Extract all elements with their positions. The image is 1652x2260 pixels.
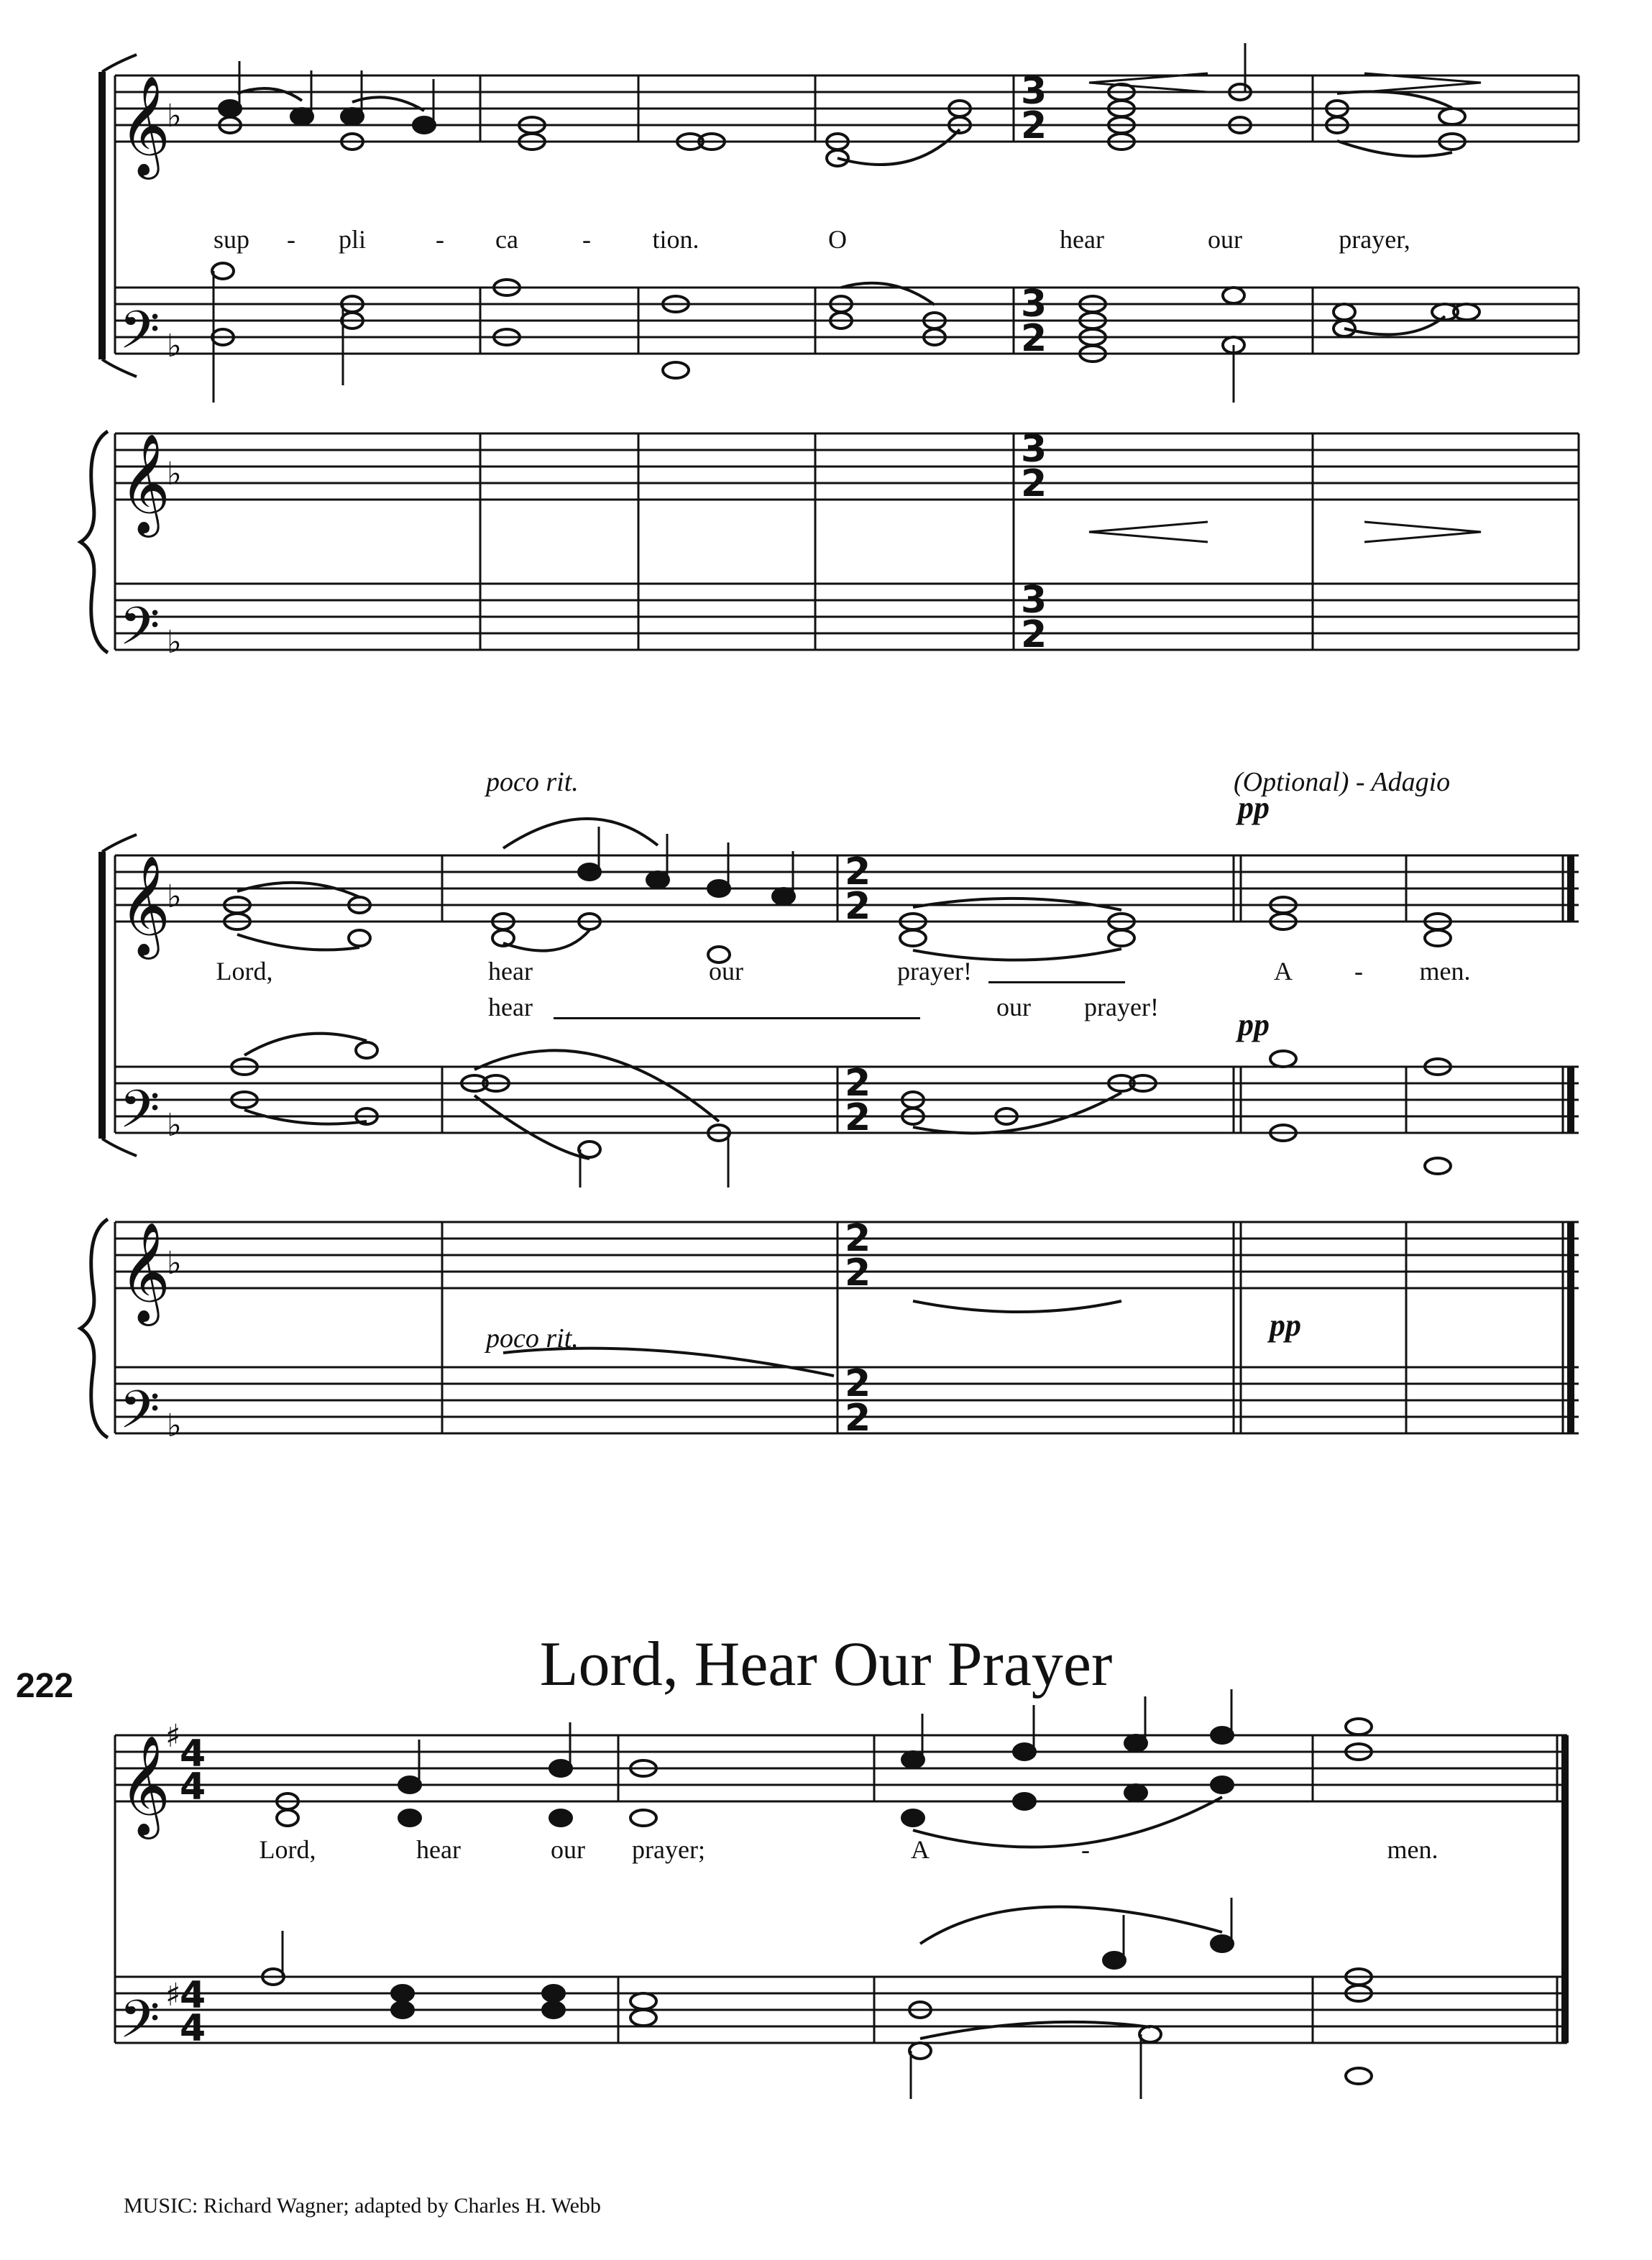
svg-text:2: 2	[1021, 317, 1047, 360]
svg-text:𝄢: 𝄢	[119, 1379, 160, 1453]
tempo-marking: poco rit.	[486, 1323, 579, 1354]
lyric-syllable: tion.	[652, 225, 699, 254]
system1-acc-bass-staff	[115, 584, 1579, 650]
lyric-syllable: men.	[1419, 957, 1471, 986]
lyric-syllable: prayer,	[1339, 225, 1410, 254]
lyric-hyphen: -	[1354, 957, 1363, 986]
svg-text:♭: ♭	[167, 328, 182, 364]
svg-text:2: 2	[845, 850, 871, 894]
svg-text:3: 3	[1021, 428, 1047, 471]
svg-text:2: 2	[845, 1251, 871, 1295]
lyric-syllable: prayer;	[632, 1835, 705, 1864]
lyric-syllable: hear	[488, 957, 533, 986]
svg-text:♯: ♯	[165, 1718, 181, 1755]
lyric-syllable: Lord,	[259, 1835, 316, 1864]
lyric-syllable: our	[709, 957, 743, 986]
final-barlines	[1561, 855, 1574, 2043]
svg-text:𝄞: 𝄞	[119, 1222, 170, 1322]
svg-text:2: 2	[845, 1362, 871, 1405]
lyric-syllable: hear	[416, 1835, 461, 1864]
svg-text:♯: ♯	[165, 1977, 181, 2013]
svg-text:♭: ♭	[167, 1407, 182, 1444]
svg-text:2: 2	[845, 1062, 871, 1105]
svg-text:4: 4	[180, 2007, 206, 2050]
decrescendo-hairpin	[1364, 522, 1481, 542]
lyric-syllable: O	[828, 225, 847, 254]
svg-text:3: 3	[1021, 579, 1047, 622]
svg-text:𝄞: 𝄞	[119, 75, 170, 175]
svg-text:♭: ♭	[167, 1107, 182, 1144]
svg-text:𝄢: 𝄢	[119, 595, 160, 669]
lyric-syllable: our	[996, 993, 1031, 1021]
lyric-extender-line	[554, 1017, 920, 1019]
svg-text:2: 2	[845, 1096, 871, 1139]
svg-text:𝄞: 𝄞	[119, 1735, 170, 1835]
lyric-syllable: hear	[1060, 225, 1104, 254]
dynamic-pianissimo: pp	[1238, 1007, 1270, 1042]
svg-text:♭: ♭	[167, 878, 182, 915]
lyric-syllable: sup	[213, 225, 250, 254]
lyric-hyphen: -	[287, 225, 295, 254]
tempo-marking: poco rit.	[486, 767, 579, 797]
lyric-syllable: pli	[338, 225, 367, 254]
dynamic-pianissimo: pp	[1270, 1308, 1301, 1343]
svg-text:𝄞: 𝄞	[119, 855, 170, 955]
lyric-syllable: Lord,	[216, 957, 273, 986]
svg-text:♭: ♭	[167, 1245, 182, 1282]
system2-barlines	[115, 855, 1563, 1433]
svg-text:♭: ♭	[167, 624, 182, 661]
system1-treble-staff	[115, 75, 1579, 142]
lyric-extender-line	[988, 981, 1125, 983]
system3-barlines	[115, 1735, 1557, 2043]
svg-text:4: 4	[180, 1732, 206, 1776]
lyric-hyphen: -	[1081, 1835, 1090, 1864]
svg-text:4: 4	[180, 1974, 206, 2017]
svg-text:4: 4	[180, 1765, 206, 1809]
lyric-hyphen: -	[436, 225, 444, 254]
dynamic-pianissimo: pp	[1238, 790, 1270, 825]
lyric-syllable: A	[1274, 957, 1293, 986]
music-credit: MUSIC: Richard Wagner; adapted by Charles H. Webb	[124, 2194, 601, 2218]
lyric-hyphen: -	[582, 225, 591, 254]
svg-text:♭: ♭	[167, 98, 182, 134]
lyric-syllable: hear	[488, 993, 533, 1021]
svg-text:𝄞: 𝄞	[119, 433, 170, 533]
lyric-syllable: A	[911, 1835, 930, 1864]
svg-text:3: 3	[1021, 70, 1047, 113]
svg-text:2: 2	[1021, 613, 1047, 656]
optional-adagio-marking: (Optional) - Adagio	[1234, 767, 1451, 797]
note-stems	[214, 43, 1245, 2099]
lyric-syllable: prayer!	[1084, 993, 1159, 1021]
svg-text:♭: ♭	[167, 456, 182, 492]
svg-text:2: 2	[845, 1217, 871, 1260]
system1-acc-treble-staff	[115, 433, 1579, 500]
lyric-syllable: prayer!	[897, 957, 972, 986]
svg-text:2: 2	[845, 1397, 871, 1440]
lyric-syllable: our	[551, 1835, 585, 1864]
svg-text:2: 2	[845, 885, 871, 928]
lyric-syllable: men.	[1387, 1835, 1438, 1864]
hymn-number: 222	[16, 1667, 74, 1705]
svg-text:𝄢: 𝄢	[119, 1988, 160, 2062]
svg-text:𝄢: 𝄢	[119, 1078, 160, 1152]
crescendo-hairpin	[1089, 522, 1208, 542]
lyric-syllable: our	[1208, 225, 1242, 254]
svg-text:2: 2	[1021, 104, 1047, 147]
lyric-syllable: ca	[495, 225, 518, 254]
svg-text:2: 2	[1021, 462, 1047, 505]
svg-text:3: 3	[1021, 282, 1047, 326]
svg-text:𝄢: 𝄢	[119, 299, 160, 373]
hymn-title: Lord, Hear Our Prayer	[539, 1630, 1113, 1699]
